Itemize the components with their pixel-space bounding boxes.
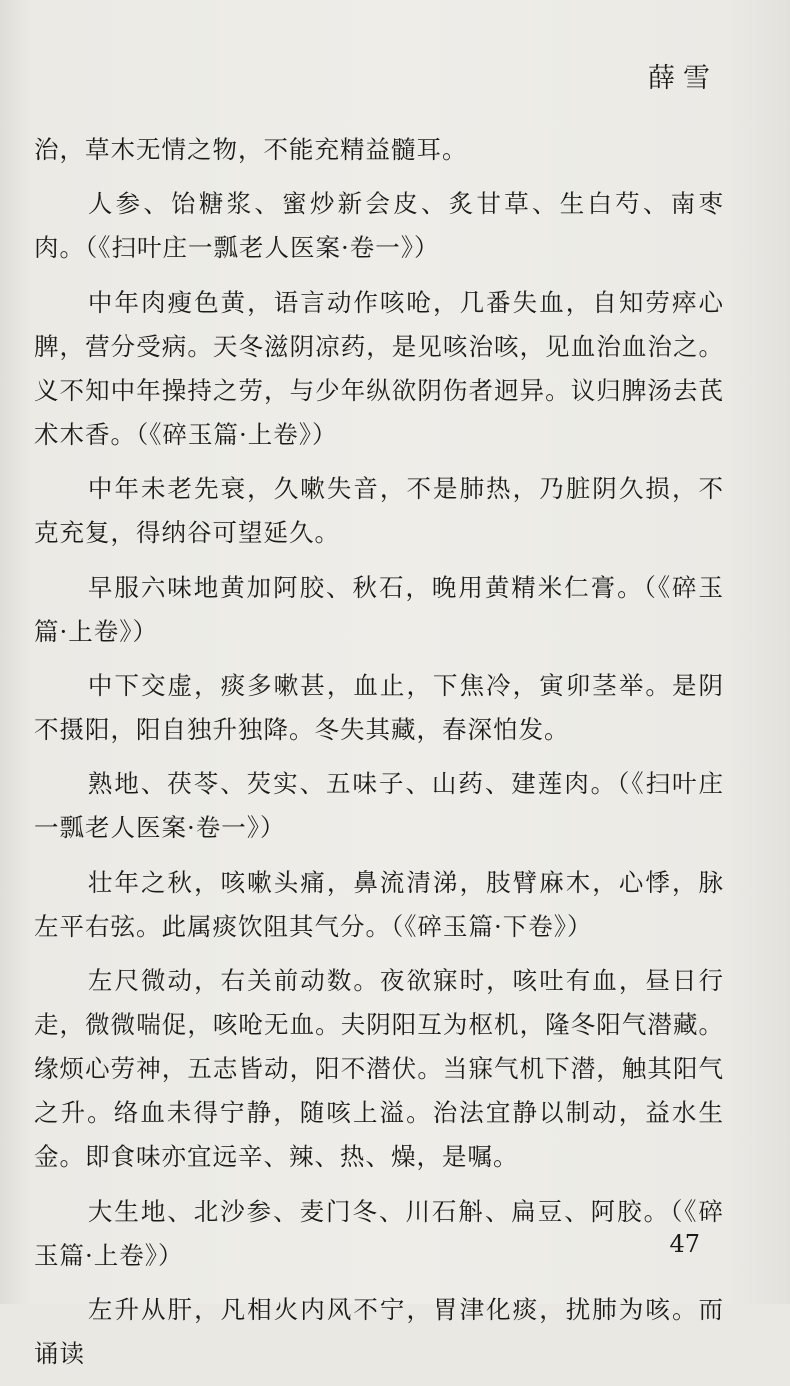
paragraph-2: 人参、饴糖浆、蜜炒新会皮、炙甘草、生白芍、南枣肉。（《扫叶庄一瓢老人医案·卷一》） xyxy=(34,189,724,263)
paragraph-8: 壮年之秋，咳嗽头痛，鼻流清涕，肢臂麻木，心悸，脉左平右弦。此属痰饮阻其气分。（《碎玉篇·下卷》） xyxy=(34,867,724,941)
page-number: 47 xyxy=(669,1230,700,1258)
paragraph-9: 左尺微动，右关前动数。夜欲寐时，咳吐有血，昼日行走，微微喘促，咳呛无血。夫阴阳互为枢机，隆冬阳气潜藏。缘烦心劳神，五志皆动，阳不潜伏。当寐气机下潜，触其阳气之升。络血未得宁静，随咳上溢。治法宜静以制动，益水生金。即食味亦宜远辛、辣、热、燥，是嘱。 xyxy=(34,966,724,1172)
paragraph-10: 大生地、北沙参、麦门冬、川石斛、扁豆、阿胶。（《碎玉篇·上卷》） xyxy=(34,1196,724,1270)
paragraph-6: 中下交虚，痰多嗽甚，血止，下焦冷，寅卯茎举。是阴不摄阳，阳自独升独降。冬失其藏，春深怕发。 xyxy=(34,670,724,744)
running-header-title: 薛雪 xyxy=(648,63,718,94)
paragraph-11: 左升从肝，凡相火内风不宁，胃津化痰，扰肺为咳。而诵读 xyxy=(34,1294,724,1368)
paragraph-7: 熟地、茯苓、芡实、五味子、山药、建莲肉。（《扫叶庄一瓢老人医案·卷一》） xyxy=(34,769,724,843)
paragraph-5: 早服六味地黄加阿胶、秋石，晚用黄精米仁膏。（《碎玉篇·上卷》） xyxy=(34,572,724,646)
body-text xyxy=(34,128,724,1386)
paragraph-1: 治，草木无情之物，不能充精益髓耳。 xyxy=(34,135,468,164)
paragraph-3: 中年肉瘦色黄，语言动作咳呛，几番失血，自知劳瘁心脾，营分受病。天冬滋阴凉药，是见咳治咳，见血治血治之。义不知中年操持之劳，与少年纵欲阴伤者迥异。议归脾汤去芪术木香。（《碎玉篇·上卷》） xyxy=(34,287,724,449)
show-through-text xyxy=(220,58,630,80)
paragraph-4: 中年未老先衰，久嗽失音，不是肺热，乃脏阴久损，不克充复，得纳谷可望延久。 xyxy=(34,474,724,548)
